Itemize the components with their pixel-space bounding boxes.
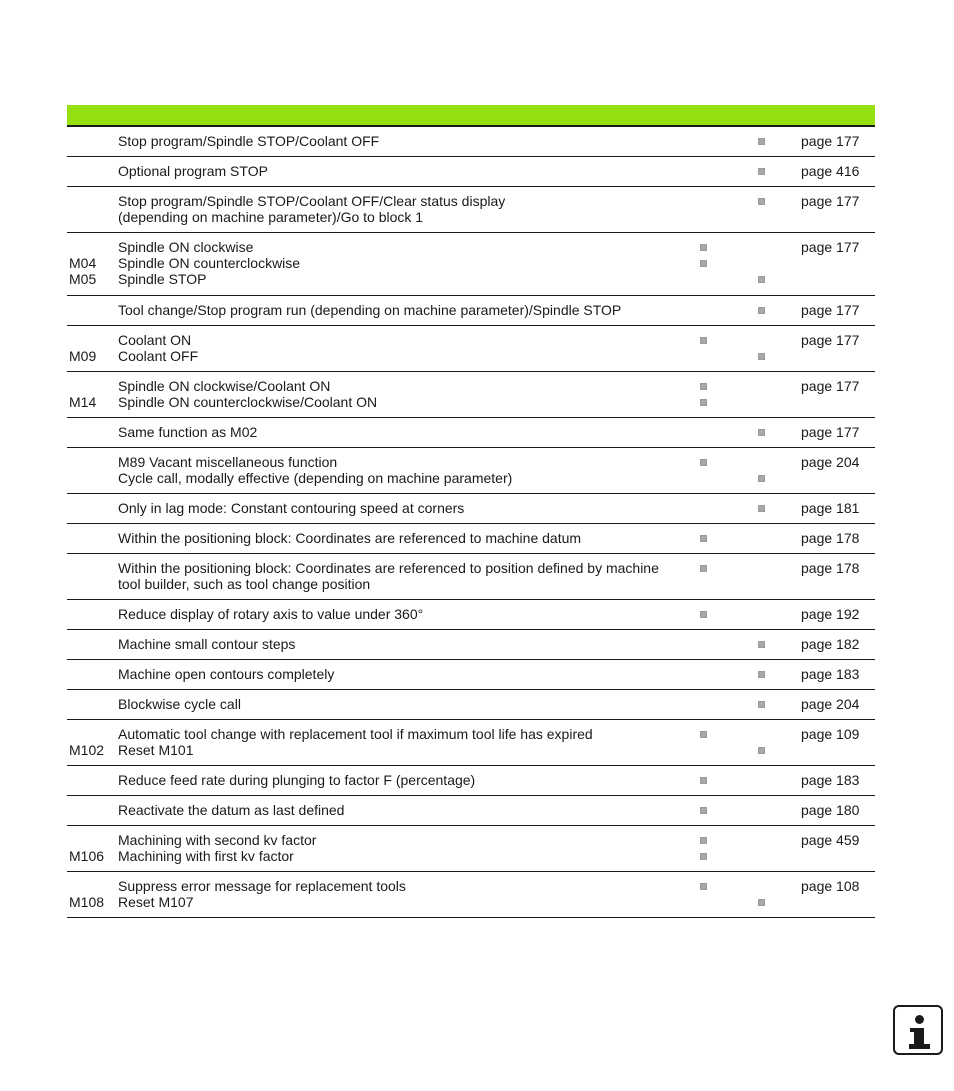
bullet-slot: [700, 802, 712, 818]
bullet-slot: [700, 193, 712, 209]
bullet-slot: [700, 239, 712, 255]
bullet-slot: [700, 500, 712, 516]
bullet-slot: [758, 530, 770, 546]
bullet-slot: [700, 348, 712, 364]
page-reference: page 416: [801, 163, 860, 179]
square-bullet-icon: [758, 276, 765, 283]
page-reference: page 192: [801, 606, 860, 622]
square-bullet-icon: [700, 731, 707, 738]
row-code: M106: [69, 848, 105, 864]
row-effect-start-cell: [700, 666, 712, 682]
row-effect-end-cell: [758, 500, 770, 516]
bullet-slot: [758, 209, 770, 225]
m-function-table: [67, 105, 875, 918]
row-effect-start-cell: [700, 302, 712, 318]
square-bullet-icon: [758, 701, 765, 708]
info-icon-base: [909, 1044, 930, 1049]
table-row: [67, 872, 875, 918]
row-description-cell: [118, 878, 693, 910]
row-description-cell: [118, 500, 693, 516]
row-page-cell: [801, 696, 875, 712]
row-description-cell: [118, 606, 693, 622]
table-row: [67, 766, 875, 796]
table-header-bar: [67, 105, 875, 127]
row-effect-start-cell: [700, 239, 712, 287]
row-effect-end-cell: [758, 878, 770, 910]
row-effect-start-cell: [700, 454, 712, 486]
row-effect-end-cell: [758, 454, 770, 486]
row-description: Reset M107: [118, 894, 194, 910]
bullet-slot: [758, 802, 770, 818]
row-code: [69, 726, 113, 742]
row-code: [69, 332, 113, 348]
row-effect-end-cell: [758, 424, 770, 440]
bullet-slot: [700, 696, 712, 712]
bullet-slot: [758, 636, 770, 652]
bullet-slot: [758, 848, 770, 864]
bullet-slot: [700, 560, 712, 576]
page-reference: page 180: [801, 802, 860, 818]
bullet-slot: [758, 302, 770, 318]
row-effect-end-cell: [758, 696, 770, 712]
row-page-cell: [801, 636, 875, 652]
row-page-cell: [801, 772, 875, 788]
bullet-slot: [700, 378, 712, 394]
square-bullet-icon: [758, 899, 765, 906]
row-code: [69, 878, 113, 894]
row-description-cell: [118, 239, 693, 287]
row-description-cell: [118, 772, 693, 788]
page-reference: page 183: [801, 772, 860, 788]
row-description-cell: [118, 832, 693, 864]
square-bullet-icon: [700, 244, 707, 251]
bullet-slot: [758, 193, 770, 209]
row-description-cell: [118, 133, 693, 149]
page-reference: page 204: [801, 454, 860, 470]
page-reference: page 109: [801, 726, 860, 742]
table-row: [67, 448, 875, 494]
table-row: [67, 524, 875, 554]
table-row: [67, 372, 875, 418]
row-code-cell: [69, 878, 113, 910]
bullet-slot: [758, 163, 770, 179]
row-code: [69, 832, 113, 848]
row-description: tool builder, such as tool change position: [118, 576, 371, 592]
row-description-cell: [118, 726, 693, 758]
row-code: [69, 239, 113, 255]
row-page-cell: [801, 239, 875, 255]
square-bullet-icon: [758, 429, 765, 436]
row-description-cell: [118, 530, 693, 546]
row-description: Within the positioning block: Coordinates are referenced to position defined by machine: [118, 560, 659, 576]
bullet-slot: [758, 576, 770, 592]
table-row: [67, 296, 875, 326]
row-description: Machining with first kv factor: [118, 848, 294, 864]
bullet-slot: [758, 696, 770, 712]
bullet-slot: [700, 726, 712, 742]
table-row: [67, 326, 875, 372]
table-row: [67, 690, 875, 720]
row-code-cell: [69, 726, 113, 758]
row-description: Reset M101: [118, 742, 194, 758]
info-icon: [893, 1005, 943, 1055]
page-reference: page 177: [801, 302, 860, 318]
row-description: Spindle STOP: [118, 271, 207, 287]
row-page-cell: [801, 500, 875, 516]
bullet-slot: [758, 271, 770, 287]
page-reference: page 182: [801, 636, 860, 652]
row-description: Stop program/Spindle STOP/Coolant OFF: [118, 133, 380, 149]
square-bullet-icon: [700, 260, 707, 267]
bullet-slot: [700, 209, 712, 225]
row-description: Spindle ON counterclockwise: [118, 255, 301, 271]
bullet-slot: [700, 666, 712, 682]
bullet-slot: [700, 424, 712, 440]
row-description: Reactivate the datum as last defined: [118, 802, 345, 818]
row-description: Machine open contours completely: [118, 666, 335, 682]
bullet-slot: [758, 239, 770, 255]
table-row: [67, 660, 875, 690]
row-effect-end-cell: [758, 193, 770, 225]
row-page-cell: [801, 332, 875, 348]
row-effect-start-cell: [700, 424, 712, 440]
table-row: [67, 233, 875, 296]
page-reference: page 177: [801, 239, 860, 255]
square-bullet-icon: [758, 168, 765, 175]
bullet-slot: [758, 348, 770, 364]
row-description: Stop program/Spindle STOP/Coolant OFF/Clear status display: [118, 193, 506, 209]
row-description: Reduce feed rate during plunging to factor F (percentage): [118, 772, 476, 788]
row-description: (depending on machine parameter)/Go to block 1: [118, 209, 424, 225]
square-bullet-icon: [758, 475, 765, 482]
row-effect-end-cell: [758, 332, 770, 364]
row-page-cell: [801, 193, 875, 209]
bullet-slot: [758, 332, 770, 348]
row-effect-end-cell: [758, 560, 770, 592]
row-effect-start-cell: [700, 726, 712, 758]
row-page-cell: [801, 802, 875, 818]
row-effect-start-cell: [700, 772, 712, 788]
bullet-slot: [700, 530, 712, 546]
bullet-slot: [700, 332, 712, 348]
row-effect-start-cell: [700, 696, 712, 712]
row-effect-start-cell: [700, 133, 712, 149]
row-page-cell: [801, 560, 875, 576]
row-description: Within the positioning block: Coordinates are referenced to machine datum: [118, 530, 582, 546]
row-code: M05: [69, 271, 97, 287]
bullet-slot: [700, 606, 712, 622]
table-row: [67, 600, 875, 630]
bullet-slot: [758, 470, 770, 486]
page-reference: page 177: [801, 332, 860, 348]
row-effect-start-cell: [700, 530, 712, 546]
square-bullet-icon: [700, 777, 707, 784]
row-effect-end-cell: [758, 606, 770, 622]
row-effect-start-cell: [700, 636, 712, 652]
square-bullet-icon: [758, 198, 765, 205]
row-description-cell: [118, 560, 693, 592]
square-bullet-icon: [700, 837, 707, 844]
square-bullet-icon: [758, 671, 765, 678]
bullet-slot: [700, 133, 712, 149]
bullet-slot: [700, 742, 712, 758]
page-reference: page 204: [801, 696, 860, 712]
bullet-slot: [700, 470, 712, 486]
row-description: Cycle call, modally effective (depending on machine parameter): [118, 470, 513, 486]
row-code: M09: [69, 348, 97, 364]
page-reference: page 177: [801, 424, 860, 440]
bullet-slot: [758, 666, 770, 682]
row-page-cell: [801, 666, 875, 682]
row-description: Spindle ON clockwise/Coolant ON: [118, 378, 331, 394]
row-effect-start-cell: [700, 878, 712, 910]
page-reference: page 177: [801, 193, 860, 209]
row-description-cell: [118, 163, 693, 179]
bullet-slot: [700, 255, 712, 271]
bullet-slot: [758, 378, 770, 394]
table-body: [67, 127, 875, 918]
row-description: Machine small contour steps: [118, 636, 296, 652]
row-description-cell: [118, 666, 693, 682]
page-reference: page 177: [801, 378, 860, 394]
bullet-slot: [758, 424, 770, 440]
bullet-slot: [758, 255, 770, 271]
bullet-slot: [700, 772, 712, 788]
table-row: [67, 796, 875, 826]
table-row: [67, 157, 875, 187]
row-effect-end-cell: [758, 239, 770, 287]
row-effect-end-cell: [758, 832, 770, 864]
row-code: [69, 378, 113, 394]
row-effect-end-cell: [758, 636, 770, 652]
row-page-cell: [801, 832, 875, 848]
row-page-cell: [801, 302, 875, 318]
table-row: [67, 187, 875, 233]
row-page-cell: [801, 878, 875, 894]
page-reference: page 181: [801, 500, 860, 516]
bullet-slot: [758, 606, 770, 622]
info-icon-dot: [915, 1015, 924, 1024]
row-page-cell: [801, 530, 875, 546]
row-page-cell: [801, 133, 875, 149]
square-bullet-icon: [758, 138, 765, 145]
row-description-cell: [118, 302, 693, 318]
row-code-cell: [69, 239, 113, 287]
row-page-cell: [801, 454, 875, 470]
row-code: M04: [69, 255, 97, 271]
row-description-cell: [118, 424, 693, 440]
page-reference: page 177: [801, 133, 860, 149]
square-bullet-icon: [700, 807, 707, 814]
bullet-slot: [700, 832, 712, 848]
square-bullet-icon: [700, 459, 707, 466]
bullet-slot: [758, 742, 770, 758]
bullet-slot: [758, 394, 770, 410]
square-bullet-icon: [700, 883, 707, 890]
row-effect-start-cell: [700, 378, 712, 410]
bullet-slot: [758, 726, 770, 742]
row-effect-end-cell: [758, 530, 770, 546]
row-code-cell: [69, 332, 113, 364]
square-bullet-icon: [700, 383, 707, 390]
row-effect-end-cell: [758, 772, 770, 788]
bullet-slot: [700, 394, 712, 410]
row-description: Same function as M02: [118, 424, 258, 440]
row-description: Machining with second kv factor: [118, 832, 317, 848]
page-reference: page 108: [801, 878, 860, 894]
bullet-slot: [758, 772, 770, 788]
row-description: Spindle ON counterclockwise/Coolant ON: [118, 394, 378, 410]
bullet-slot: [758, 878, 770, 894]
square-bullet-icon: [758, 747, 765, 754]
bullet-slot: [758, 894, 770, 910]
row-effect-end-cell: [758, 302, 770, 318]
row-page-cell: [801, 378, 875, 394]
row-description-cell: [118, 454, 693, 486]
bullet-slot: [700, 576, 712, 592]
bullet-slot: [700, 878, 712, 894]
row-effect-end-cell: [758, 378, 770, 410]
bullet-slot: [700, 636, 712, 652]
row-description-cell: [118, 636, 693, 652]
row-code: M108: [69, 894, 105, 910]
row-effect-start-cell: [700, 560, 712, 592]
bullet-slot: [700, 271, 712, 287]
page-reference: page 459: [801, 832, 860, 848]
bullet-slot: [758, 560, 770, 576]
row-page-cell: [801, 424, 875, 440]
bullet-slot: [700, 302, 712, 318]
row-effect-start-cell: [700, 193, 712, 225]
row-description: Reduce display of rotary axis to value under 360°: [118, 606, 424, 622]
square-bullet-icon: [700, 565, 707, 572]
row-effect-start-cell: [700, 500, 712, 516]
row-description: Only in lag mode: Constant contouring speed at corners: [118, 500, 465, 516]
row-description: Optional program STOP: [118, 163, 268, 179]
row-page-cell: [801, 726, 875, 742]
row-description-cell: [118, 378, 693, 410]
bullet-slot: [700, 848, 712, 864]
row-description: Tool change/Stop program run (depending on machine parameter)/Spindle STOP: [118, 302, 622, 318]
page-reference: page 178: [801, 530, 860, 546]
row-page-cell: [801, 606, 875, 622]
row-description: Blockwise cycle call: [118, 696, 241, 712]
bullet-slot: [758, 832, 770, 848]
row-description: Suppress error message for replacement tools: [118, 878, 406, 894]
row-description: Coolant ON: [118, 332, 192, 348]
square-bullet-icon: [758, 307, 765, 314]
bullet-slot: [758, 133, 770, 149]
row-description: M89 Vacant miscellaneous function: [118, 454, 338, 470]
row-description: Coolant OFF: [118, 348, 199, 364]
row-effect-end-cell: [758, 726, 770, 758]
table-row: [67, 554, 875, 600]
row-effect-start-cell: [700, 163, 712, 179]
square-bullet-icon: [700, 399, 707, 406]
row-page-cell: [801, 163, 875, 179]
table-row: [67, 494, 875, 524]
row-effect-end-cell: [758, 133, 770, 149]
row-code: M14: [69, 394, 97, 410]
row-effect-start-cell: [700, 332, 712, 364]
row-effect-end-cell: [758, 163, 770, 179]
row-description: Automatic tool change with replacement tool if maximum tool life has expired: [118, 726, 593, 742]
row-effect-start-cell: [700, 802, 712, 818]
bullet-slot: [758, 454, 770, 470]
table-row: [67, 630, 875, 660]
table-row: [67, 418, 875, 448]
table-row: [67, 720, 875, 766]
row-effect-end-cell: [758, 802, 770, 818]
square-bullet-icon: [758, 353, 765, 360]
square-bullet-icon: [758, 505, 765, 512]
square-bullet-icon: [700, 611, 707, 618]
square-bullet-icon: [700, 337, 707, 344]
square-bullet-icon: [758, 641, 765, 648]
row-code: M102: [69, 742, 105, 758]
row-description-cell: [118, 193, 693, 225]
bullet-slot: [700, 163, 712, 179]
table-row: [67, 826, 875, 872]
row-effect-end-cell: [758, 666, 770, 682]
row-description-cell: [118, 802, 693, 818]
bullet-slot: [700, 454, 712, 470]
square-bullet-icon: [700, 535, 707, 542]
row-description: Spindle ON clockwise: [118, 239, 254, 255]
page-reference: page 178: [801, 560, 860, 576]
bullet-slot: [700, 894, 712, 910]
row-description-cell: [118, 332, 693, 364]
bullet-slot: [758, 500, 770, 516]
row-description-cell: [118, 696, 693, 712]
square-bullet-icon: [700, 853, 707, 860]
row-effect-start-cell: [700, 606, 712, 622]
row-effect-start-cell: [700, 832, 712, 864]
table-row: [67, 127, 875, 157]
page-reference: page 183: [801, 666, 860, 682]
row-code-cell: [69, 378, 113, 410]
row-code-cell: [69, 832, 113, 864]
